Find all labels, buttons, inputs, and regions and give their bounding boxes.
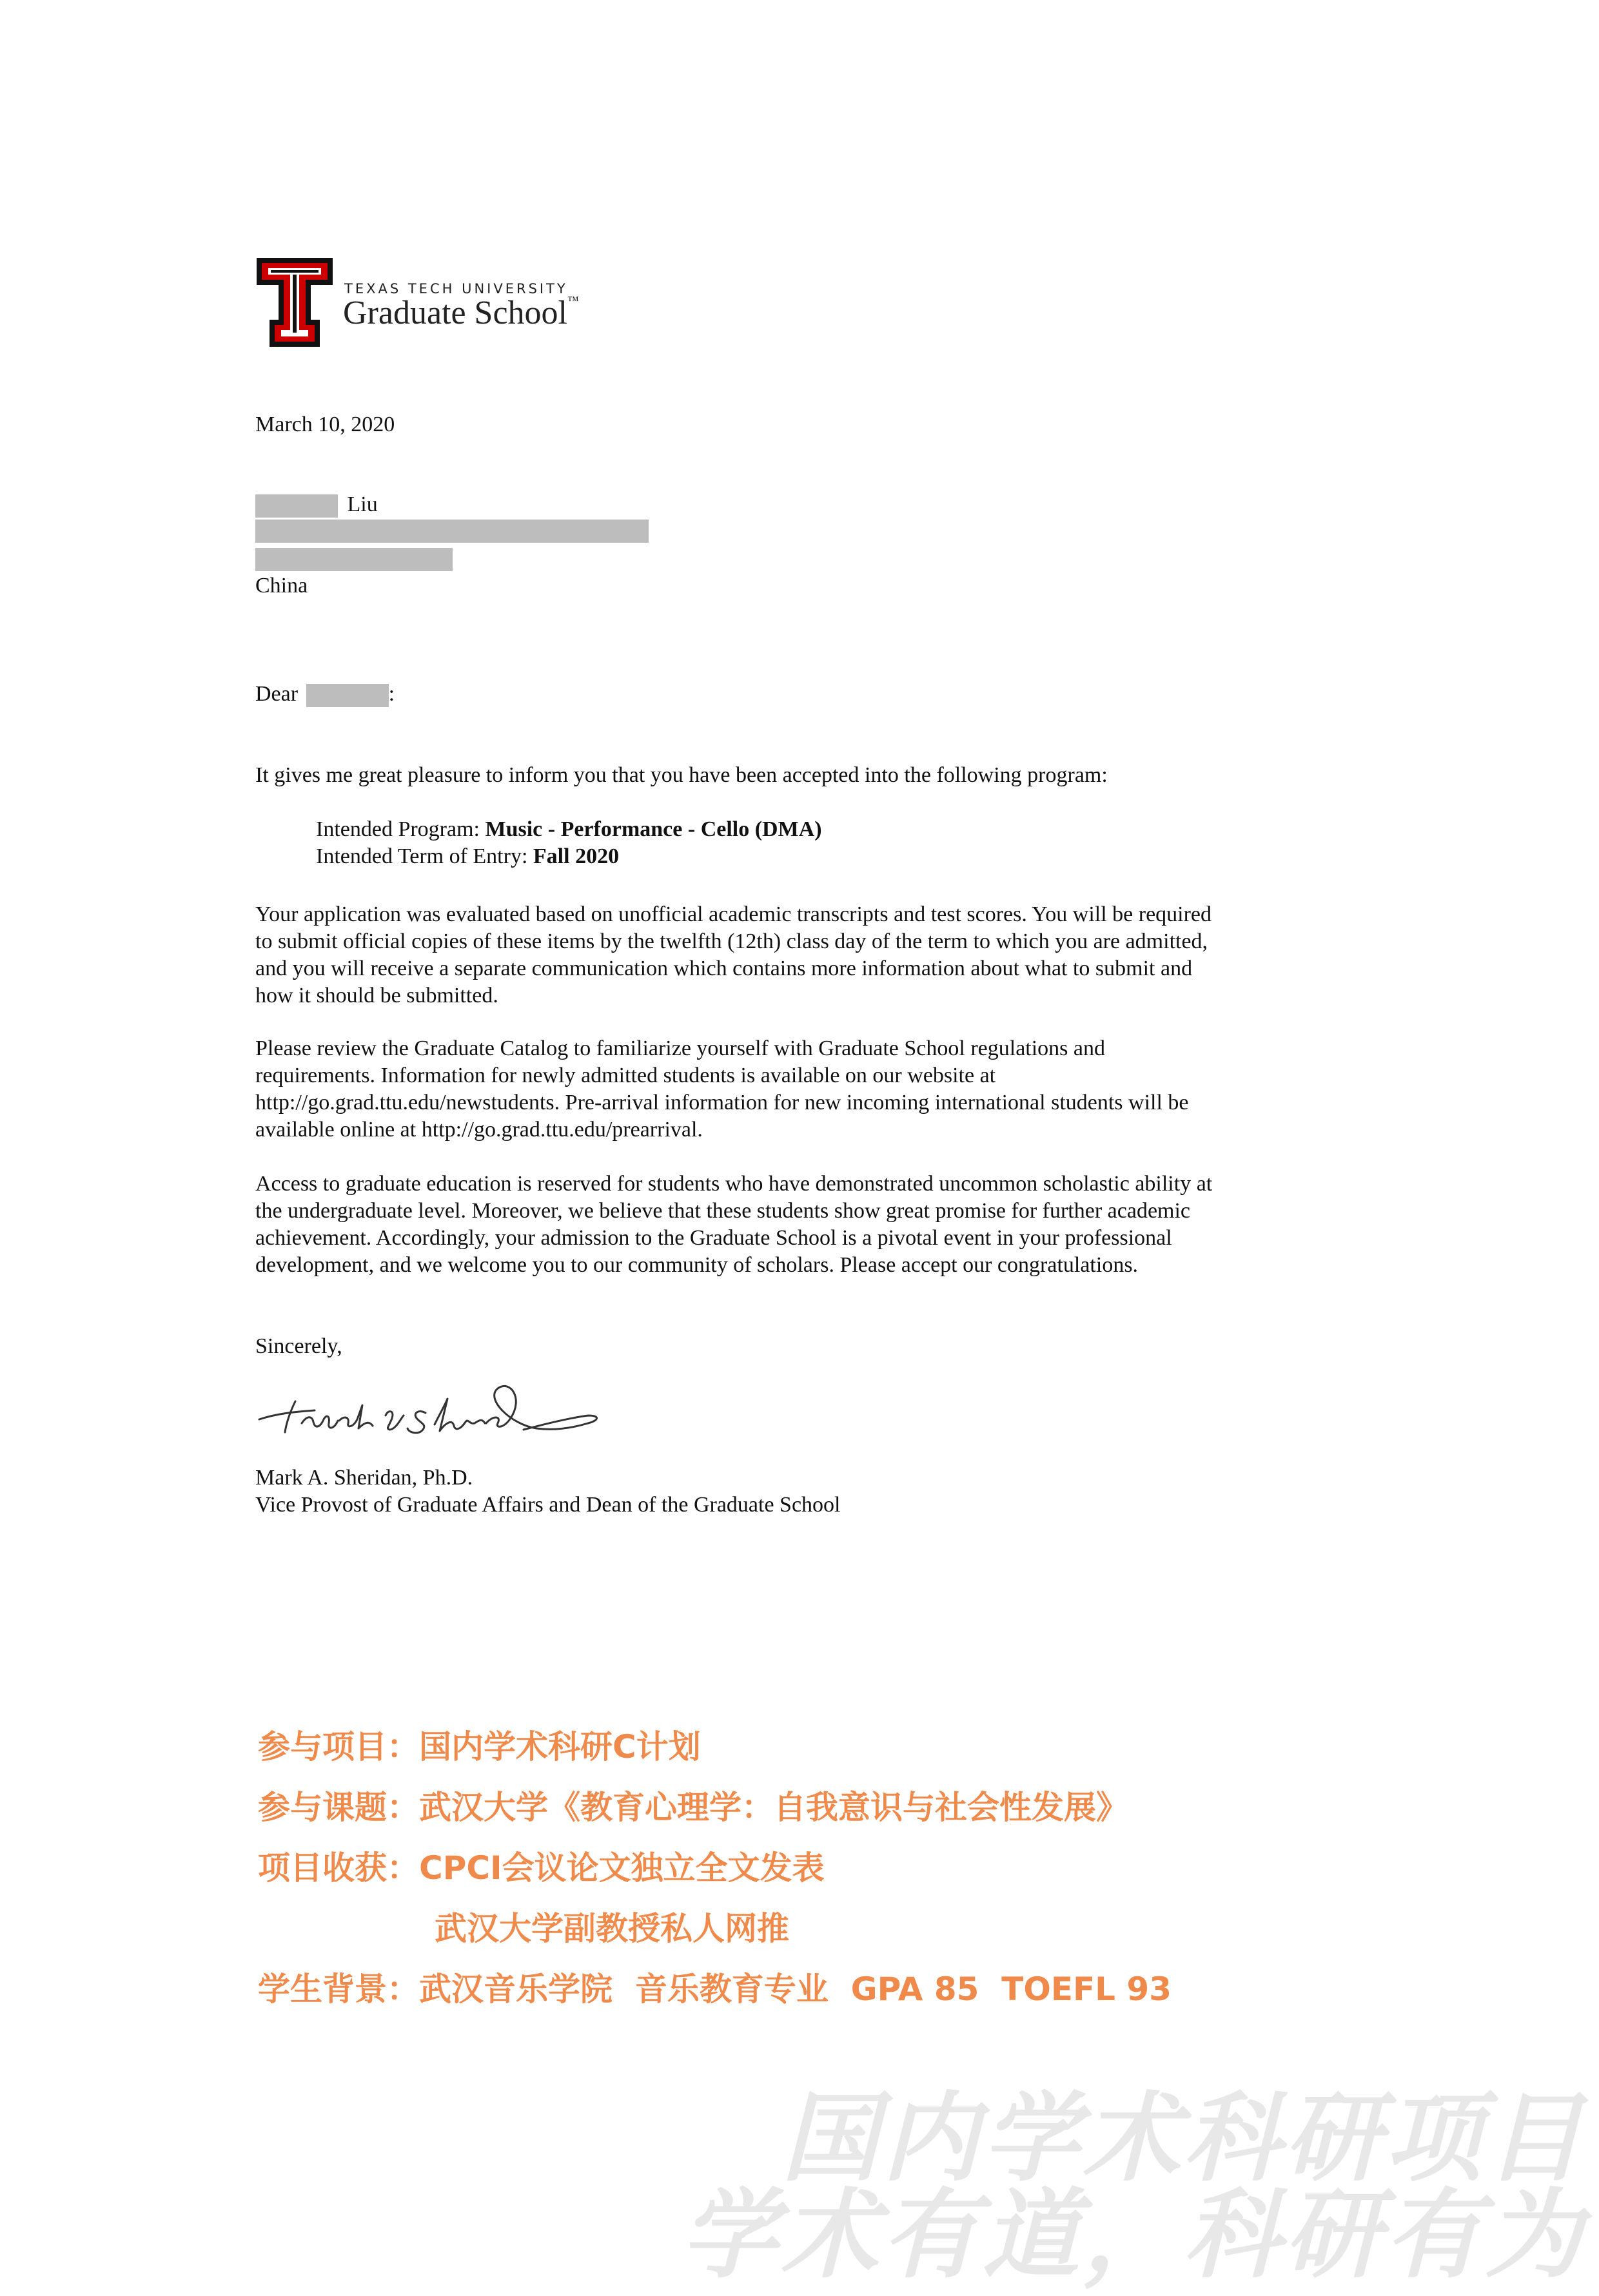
paragraph-line: to submit official copies of these items by the twelfth (12th) class day of the term to which you are admitted,: [255, 929, 1208, 953]
redaction-bar: [255, 548, 453, 571]
school-name: [343, 294, 579, 332]
recipient-name-line: [255, 491, 378, 518]
paragraph-line: achievement. Accordingly, your admission to the Graduate School is a pivotal event in your professional: [255, 1226, 1172, 1250]
watermark-line-2: 学术有道，科研有为: [680, 2179, 1586, 2291]
paragraph-line: development, and we welcome you to our community of scholars. Please accept our congratulations.: [255, 1253, 1139, 1277]
school-name-text: Graduate School: [343, 295, 568, 331]
promo-outcome-extra: 武汉大学副教授私人网推: [435, 1910, 789, 1947]
university-name: TEXAS TECH UNIVERSITY: [344, 281, 568, 297]
program-line: [316, 816, 822, 843]
closing: Sincerely,: [255, 1334, 342, 1358]
paragraph-catalog: [255, 1035, 1351, 1143]
double-t-logo: [257, 258, 333, 347]
recipient-country: China: [255, 574, 308, 598]
signature: [253, 1354, 614, 1450]
paragraph-line: Your application was evaluated based on unofficial academic transcripts and test scores. You will be required: [255, 902, 1212, 926]
promo-outcome: 项目收获：CPCI会议论文独立全文发表: [258, 1849, 825, 1887]
signer-title: Vice Provost of Graduate Affairs and Dean of the Graduate School: [255, 1493, 841, 1517]
paragraph-access: [255, 1171, 1351, 1279]
intro-sentence: It gives me great pleasure to inform you that you have been accepted into the following program:: [255, 763, 1108, 787]
term-line: [316, 843, 619, 870]
redaction-bar: [255, 494, 338, 518]
paragraph-line: Access to graduate education is reserved for students who have demonstrated uncommon scholastic ability at: [255, 1172, 1213, 1196]
paragraph-line: http://go.grad.ttu.edu/newstudents. Pre-arrival information for new incoming international students will be: [255, 1091, 1189, 1114]
letter-date: March 10, 2020: [255, 413, 395, 436]
trademark-mark: ™: [567, 294, 579, 307]
promo-project: 参与项目：国内学术科研C计划: [258, 1728, 701, 1766]
paragraph-line: and you will receive a separate communication which contains more information about what to submit and: [255, 957, 1193, 980]
paragraph-line: how it should be submitted.: [255, 984, 498, 1007]
letterhead: [257, 258, 618, 348]
program-label: Intended Program:: [316, 817, 486, 841]
paragraph-line: available online at http://go.grad.ttu.edu/prearrival.: [255, 1118, 703, 1142]
salutation-punct: :: [388, 682, 395, 706]
paragraph-line: the undergraduate level. Moreover, we believe that these students show great promise for further academic: [255, 1199, 1191, 1223]
term-value: Fall 2020: [533, 844, 620, 868]
salutation-word: Dear: [255, 682, 299, 706]
paragraph-line: requirements. Information for newly admitted students is available on our website at: [255, 1064, 996, 1087]
watermark-line-1: 国内学术科研项目: [781, 2083, 1586, 2195]
signer-name: Mark A. Sheridan, Ph.D.: [255, 1466, 473, 1490]
paragraph-line: Please review the Graduate Catalog to familiarize yourself with Graduate School regulations and: [255, 1036, 1105, 1060]
redaction-bar: [306, 684, 389, 707]
promo-background: 学生背景：武汉音乐学院 音乐教育专业 GPA 85 TOEFL 93: [258, 1970, 1172, 2008]
promo-topic: 参与课题：武汉大学《教育心理学：自我意识与社会性发展》: [258, 1789, 1128, 1826]
salutation: [255, 681, 395, 708]
program-value: Music - Performance - Cello (DMA): [485, 817, 822, 841]
redaction-bar: [255, 520, 649, 543]
paragraph-evaluation: [255, 901, 1351, 1009]
term-label: Intended Term of Entry:: [316, 844, 533, 868]
recipient-surname: Liu: [347, 492, 378, 516]
